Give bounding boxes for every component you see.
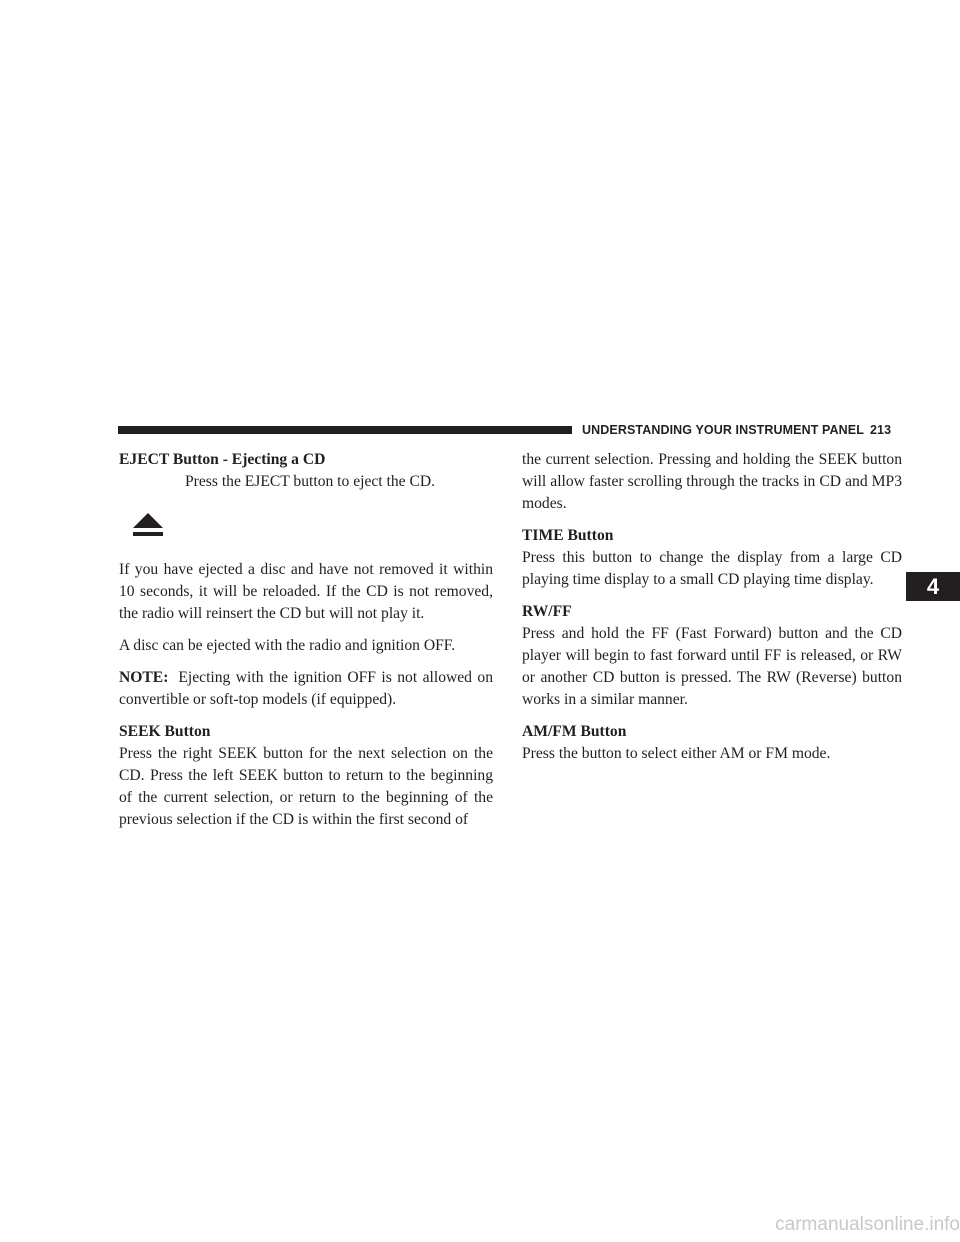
time-paragraph: Press this button to change the display from a large CD playing time display to a small CD playing time display. xyxy=(522,549,902,588)
amfm-paragraph: Press the button to select either AM or FM mode. xyxy=(522,745,831,762)
page-number: 213 xyxy=(869,423,892,437)
left-column xyxy=(119,449,493,841)
eject-icon xyxy=(133,513,163,537)
eject-heading: EJECT Button - Ejecting a CD xyxy=(119,451,326,468)
running-header xyxy=(582,423,902,437)
seek-heading: SEEK Button xyxy=(119,723,211,740)
amfm-heading: AM/FM Button xyxy=(522,723,627,740)
time-heading: TIME Button xyxy=(522,527,614,544)
note-text: Ejecting with the ignition OFF is not allowed on convertible or soft-top models (if equipped). xyxy=(119,669,493,708)
note-paragraph xyxy=(119,667,493,711)
right-column xyxy=(522,449,902,775)
ignition-paragraph: A disc can be ejected with the radio and ignition OFF. xyxy=(119,637,456,654)
header-rule xyxy=(118,426,572,434)
watermark: carmanualsonline.info xyxy=(775,1214,960,1235)
seek-paragraph: Press the right SEEK button for the next selection on the CD. Press the left SEEK button to return to the beginning of the current selection, or return to the beginning of the previous selection if the CD is within the first second of xyxy=(119,745,493,828)
note-label: NOTE: xyxy=(119,669,169,686)
header-title: UNDERSTANDING YOUR INSTRUMENT PANEL xyxy=(582,423,864,437)
eject-instruction: Press the EJECT button to eject the CD. xyxy=(185,473,436,490)
rwff-paragraph: Press and hold the FF (Fast Forward) button and the CD player will begin to fast forward until FF is released, or RW or another CD button is pressed. The RW (Reverse) button works in a similar manner. xyxy=(522,625,902,708)
chapter-tab: 4 xyxy=(906,572,960,601)
reload-paragraph: If you have ejected a disc and have not removed it within 10 seconds, it will be reloaded. If the CD is not removed, the radio will reinsert the CD but will not play it. xyxy=(119,561,493,622)
rwff-heading: RW/FF xyxy=(522,603,572,620)
eject-instruction-block xyxy=(119,471,493,559)
seek-paragraph-continued: the current selection. Pressing and holding the SEEK button will allow faster scrolling through the tracks in CD and MP3 modes. xyxy=(522,451,902,512)
